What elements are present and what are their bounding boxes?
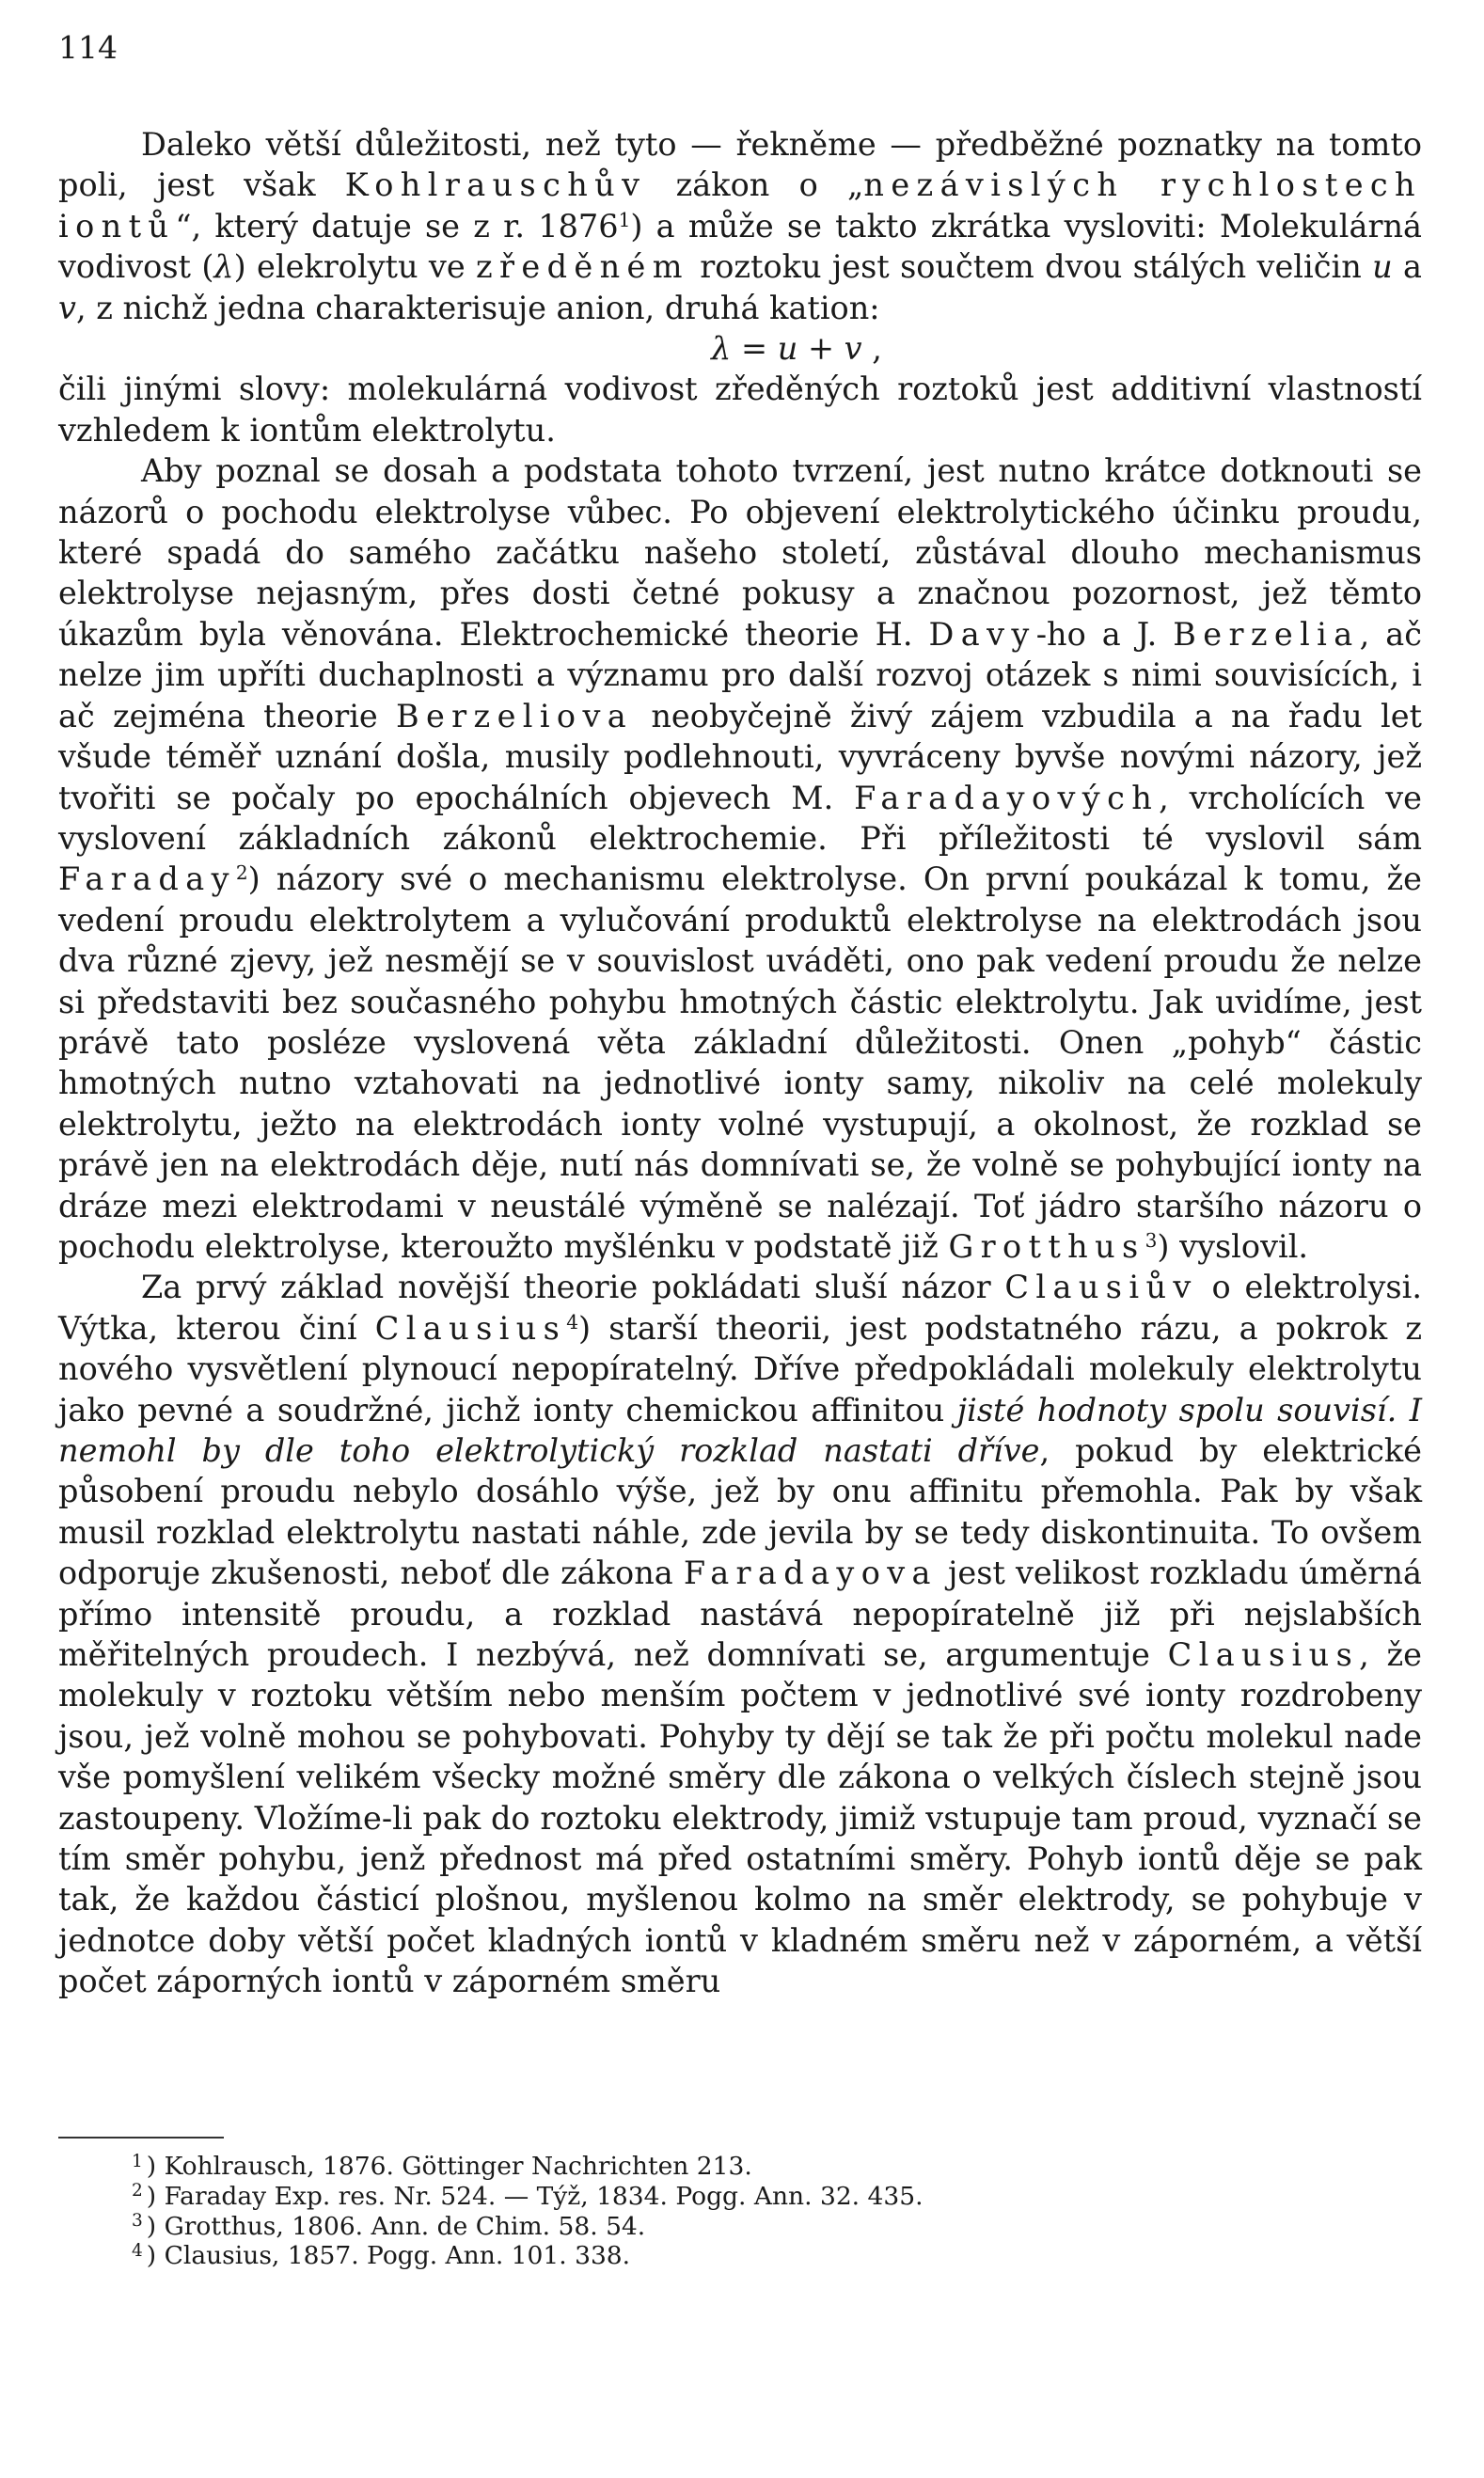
formula-u: u <box>777 330 798 368</box>
text-run: Aby poznal se dosah a podstata tohoto tvrzení, jest nutno krátce dotknouti se názorů o pochodu elektrolyse vůbec. Po objevení elektrolytického účinku proudu, které spadá do samého začátku našeho století, zůstával dlouho mechanismus elektrolyse nejasným, přes dosti četné pokusy a značnou pozornost, jež těmto úkazům byla věnována. Elektrochemické theorie H. <box>58 452 1422 653</box>
footnote-marker: 2 <box>132 2181 143 2202</box>
text-run: jest velikost rozkladu úměrná přímo intensitě proudu, a rozklad nastává nepopíratelně již při nejslabších měřitelných proudech. I nezbývá, než domnívati se, argumentuje <box>58 1555 1422 1674</box>
text-run: čili jinými slovy: molekulárná vodivost zředěných roztoků jest additivní vlastností vzhledem k iontům elektrolytu. <box>58 371 1422 449</box>
text-run: a <box>1392 248 1422 286</box>
text-run: λ <box>213 248 234 286</box>
paragraph-2 <box>58 369 1422 450</box>
footnote-divider <box>58 2137 224 2139</box>
text-run: , pokud by elektrické působení proudu nebylo dosáhlo výše, jež by onu affinitu přemohla. Pak by však musil rozklad elektrolytu nastati náhle, zde jevila by se tedy diskontinuita. To ovšem odporuje zkušenosti, neboť dle zákona <box>58 1432 1422 1592</box>
spaced-name: Grotthus <box>948 1227 1145 1265</box>
formula-plus: + <box>807 330 835 368</box>
footnote-text: Clausius, 1857. Pogg. Ann. 101. 338. <box>164 2241 631 2271</box>
spaced-name: Clausius <box>1167 1636 1360 1674</box>
text-run: “, který datuje se z r. 1876 <box>175 207 619 245</box>
spaced-name: Faradayových <box>854 779 1160 816</box>
text-run: ) starší theorii, jest podstatného rázu, a pokrok z nového vysvětlení plynoucí nepopíratelný. Dříve předpokládali molekuly elektrolytu jako pevné a soudržné, jichž ionty chemickou affinitou <box>58 1309 1422 1428</box>
formula-v: v <box>844 330 862 368</box>
footnote-text: Kohlrausch, 1876. Göttinger Nachrichten 213. <box>164 2152 752 2181</box>
text-run: v <box>58 289 76 326</box>
formula-equals: = <box>740 330 768 368</box>
spaced-name: Kohlrauschův <box>344 166 647 204</box>
text-run: -ho a J. <box>1035 615 1174 653</box>
spaced-name: zředěném <box>475 248 689 286</box>
spaced-name: Clausius <box>374 1309 567 1347</box>
footnote-item: $^4$ ) Clausius, 1857. Pogg. Ann. 101. 338. <box>132 2241 631 2271</box>
footnote-marker: 3 <box>132 2211 143 2232</box>
footnote-item: $^2$ ) Faraday Exp. res. Nr. 524. — Týž, 1834. Pogg. Ann. 32. 435. <box>132 2181 924 2211</box>
footnote-marker: 1 <box>132 2151 143 2171</box>
text-run: Daleko větší důležitosti, než tyto — řekněme — předběžné poznatky na tomto poli, jest však <box>58 126 1422 204</box>
spaced-name: Davy <box>928 615 1036 653</box>
footnote-ref: 1 <box>618 208 631 231</box>
text-run: neobyčejně živý zájem vzbudila a na řadu let všude téměř uznání došla, musily podlehnouti, vyvráceny byvše novými názory, jež tvořiti se počaly po epochálních objevech M. <box>58 697 1422 816</box>
text-run: jisté hodnoty spolu souvisí. I nemohl by dle toho elektrolytický rozklad nastati dříve <box>58 1391 1423 1469</box>
footnote-ref: 2 <box>235 861 248 885</box>
spaced-name: nezávislých rychlostech iontů <box>58 166 1422 245</box>
spaced-name: Berzeliova <box>395 697 634 734</box>
spaced-name: Clausiův <box>1004 1269 1198 1306</box>
footnote-item: $^3$ ) Grotthus, 1806. Ann. de Chim. 58. 54. <box>132 2211 646 2241</box>
footnote-item: $^1$ ) Kohlrausch, 1876. Göttinger Nachrichten 213. <box>132 2151 752 2181</box>
text-run: Za prvý základ novější theorie pokládati sluší názor <box>141 1269 1005 1306</box>
formula <box>58 328 1422 369</box>
text-run: ) elekrolytu ve <box>233 248 476 286</box>
formula-trail: , <box>872 330 882 368</box>
text-run: , ač nelze jim upříti duchaplnosti a významu pro další rozvoj otázek s nimi souvisících, i ač zejména theorie <box>58 615 1422 734</box>
footnote-ref: 4 <box>566 1310 579 1334</box>
formula-lambda: λ <box>711 330 732 368</box>
paragraph-3 <box>58 450 1422 1267</box>
text-run: u <box>1372 248 1393 286</box>
paragraph-4 <box>58 1267 1422 2001</box>
spaced-name: Faradayova <box>683 1555 938 1592</box>
footnote-marker: 4 <box>132 2241 143 2262</box>
footnote-text: Grotthus, 1806. Ann. de Chim. 58. 54. <box>164 2211 646 2241</box>
text-run: zákon o „ <box>646 166 864 204</box>
spaced-name: Faraday <box>58 860 236 898</box>
text-run: roztoku jest součtem dvou stálých veličin <box>688 248 1373 286</box>
text-run: ) názory své o mechanismu elektrolyse. On první poukázal k tomu, že vedení proudu elektrolytem a vylučování produktů elektrolyse na elektrodách jsou dva různé zjevy, jež nesmějí se v souvislost uváděti, ono pak vedení proudu že nelze si představiti bez současného pohybu hmotných částic elektrolytu. Jak uvidíme, jest právě tato posléze vyslovená věta základní důležitosti. Onen „pohyb“ částic hmotných nutno vztahovati na jednotlivé ionty samy, nikoliv na celé molekuly elektrolytu, ježto na elektrodách ionty volné vystupují, a okolnost, že rozklad se právě jen na elektrodách děje, nutí nás domnívati se, že volně se pohybující ionty na dráze mezi elektrodami v neustálé výměně se nalézají. Toť jádro staršího názoru o pochodu elektrolyse, kteroužto myšlénku v podstatě již <box>58 860 1422 1265</box>
footnotes <box>132 2152 1354 2271</box>
footnote-text: Faraday Exp. res. Nr. 524. — Týž, 1834. Pogg. Ann. 32. 435. <box>164 2181 924 2211</box>
text-run: o elektrolysi. Výtka, kterou činí <box>58 1269 1422 1347</box>
spaced-name: Berzelia <box>1173 615 1360 653</box>
page-number: 114 <box>58 29 118 66</box>
text-run: , že molekuly v roztoku větším nebo menším počtem v jednotlivé své ionty rozdrobeny jsou, jež volně mohou se pohybovati. Pohyby ty dějí se tak že při počtu molekul nade vše pomyšlení velikém všecky možné směry dle zákona o velkých číslech stejně jsou zastoupeny. Vložíme-li pak do roztoku elektrody, jimiž vstupuje tam proud, vyznačí se tím směr pohybu, jenž přednost má před ostatními směry. Pohyb iontů děje se pak tak, že každou částicí plošnou, myšlenou kolmo na směr elektrody, se pohybuje v jednotce doby větší počet kladných iontů v kladném směru než v záporném, a větší počet záporných iontů v záporném směru <box>58 1636 1423 2000</box>
text-run: ) vyslovil. <box>1157 1227 1309 1265</box>
text-run: , z nichž jedna charakterisuje anion, druhá kation: <box>75 289 880 326</box>
body-text <box>58 124 1422 2002</box>
footnote-ref: 3 <box>1145 1228 1158 1252</box>
paragraph-1 <box>58 124 1422 328</box>
text-run: ) a může se takto zkrátka vysloviti: Molekulárná vodivost ( <box>58 207 1422 286</box>
text-run: , vrcholících ve vyslovení základních zákonů elektrochemie. Při příležitosti té vyslovil sám <box>58 779 1422 857</box>
